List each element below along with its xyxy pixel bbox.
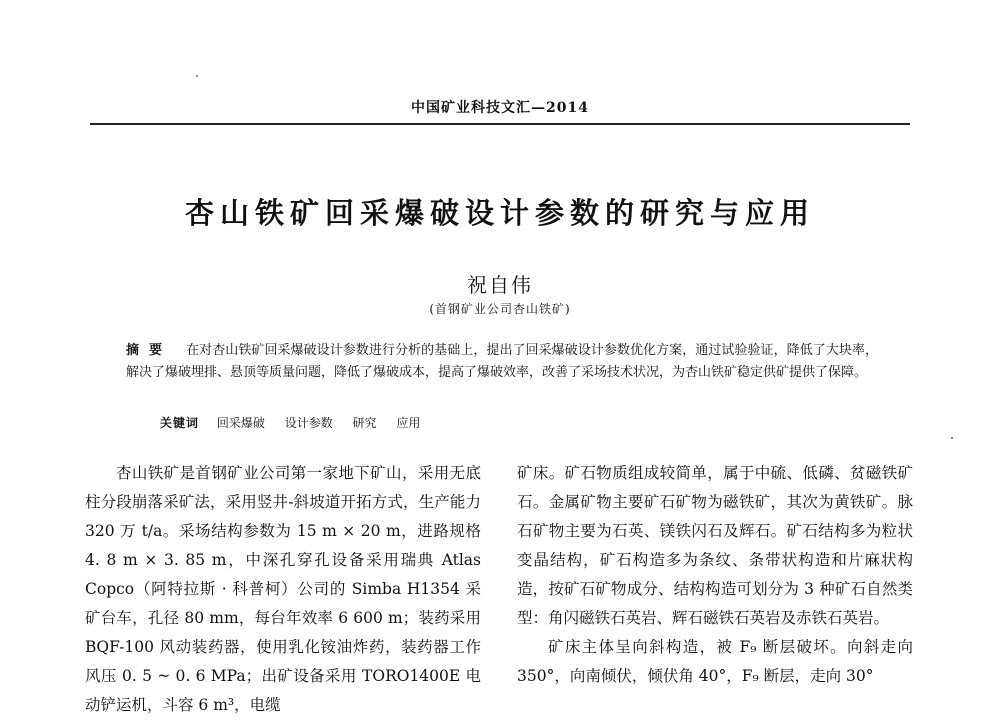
body-paragraph: 杏山铁矿是首钢矿业公司第一家地下矿山，采用无底柱分段崩落采矿法，采用竖井-斜坡道开拓方式，生产能力 320 万 t/a。采场结构参数为 15 m × 20 m，进路规格 4. 8 m × 3. 85 m，中深孔穿孔设备采用瑞典 Atlas Copco（阿特拉斯 · 科普柯）公司的 Simba H1354 采矿台车，孔径 80 mm，每台年效率 6 600 m；装药采用 BQF-100 风动装药器，使用乳化铵油炸药，装药器工作风压 0. 5 ~ 0. 6 MPa；出矿设备采用 TORO1400E 电动铲运机，斗容 6 m³，电缆 bbox=[85, 464, 481, 714]
header-rule bbox=[90, 123, 910, 125]
scan-speck bbox=[196, 75, 198, 77]
body-paragraph: 矿床主体呈向斜构造，被 F₉ 断层破坏。向斜走向 350°，向南倾伏，倾伏角 40°，F₉ 断层，走向 30° bbox=[517, 638, 913, 685]
keyword: 回采爆破 bbox=[216, 416, 265, 430]
keyword: 研究 bbox=[352, 416, 377, 430]
abstract-label: 摘要 bbox=[126, 343, 173, 358]
body-column-right bbox=[517, 459, 913, 691]
abstract bbox=[126, 340, 878, 384]
article-title: 杏山铁矿回采爆破设计参数的研究与应用 bbox=[184, 196, 815, 230]
author-affiliation: (首钢矿业公司杏山铁矿) bbox=[429, 302, 571, 316]
body-column-left bbox=[85, 459, 481, 720]
keywords-label: 关键词 bbox=[160, 416, 200, 430]
scan-speck bbox=[951, 437, 953, 439]
keyword: 应用 bbox=[396, 416, 421, 430]
body-paragraph: 矿床。矿石物质组成较简单，属于中硫、低磷、贫磁铁矿石。金属矿物主要矿石矿物为磁铁矿，其次为黄铁矿。脉石矿物主要为石英、镁铁闪石及辉石。矿石结构多为粒状变晶结构，矿石构造多为条纹、条带状构造和片麻状构造，按矿石矿物成分、结构构造可划分为 3 种矿石自然类型：角闪磁铁石英岩、辉石磁铁石英岩及赤铁石英岩。 bbox=[517, 464, 913, 627]
keyword: 设计参数 bbox=[284, 416, 333, 430]
running-header: 中国矿业科技文汇—2014 bbox=[411, 100, 589, 116]
author-name: 祝自伟 bbox=[467, 273, 533, 297]
abstract-text: 在对杏山铁矿回采爆破设计参数进行分析的基础上，提出了回采爆破设计参数优化方案，通过试验验证，降低了大块率，解决了爆破埋排、悬顶等质量问题，降低了爆破成本，提高了爆破效率，改善了采场技术状况，为杏山铁矿稳定供矿提供了保障。 bbox=[126, 343, 878, 380]
keywords bbox=[160, 414, 436, 431]
